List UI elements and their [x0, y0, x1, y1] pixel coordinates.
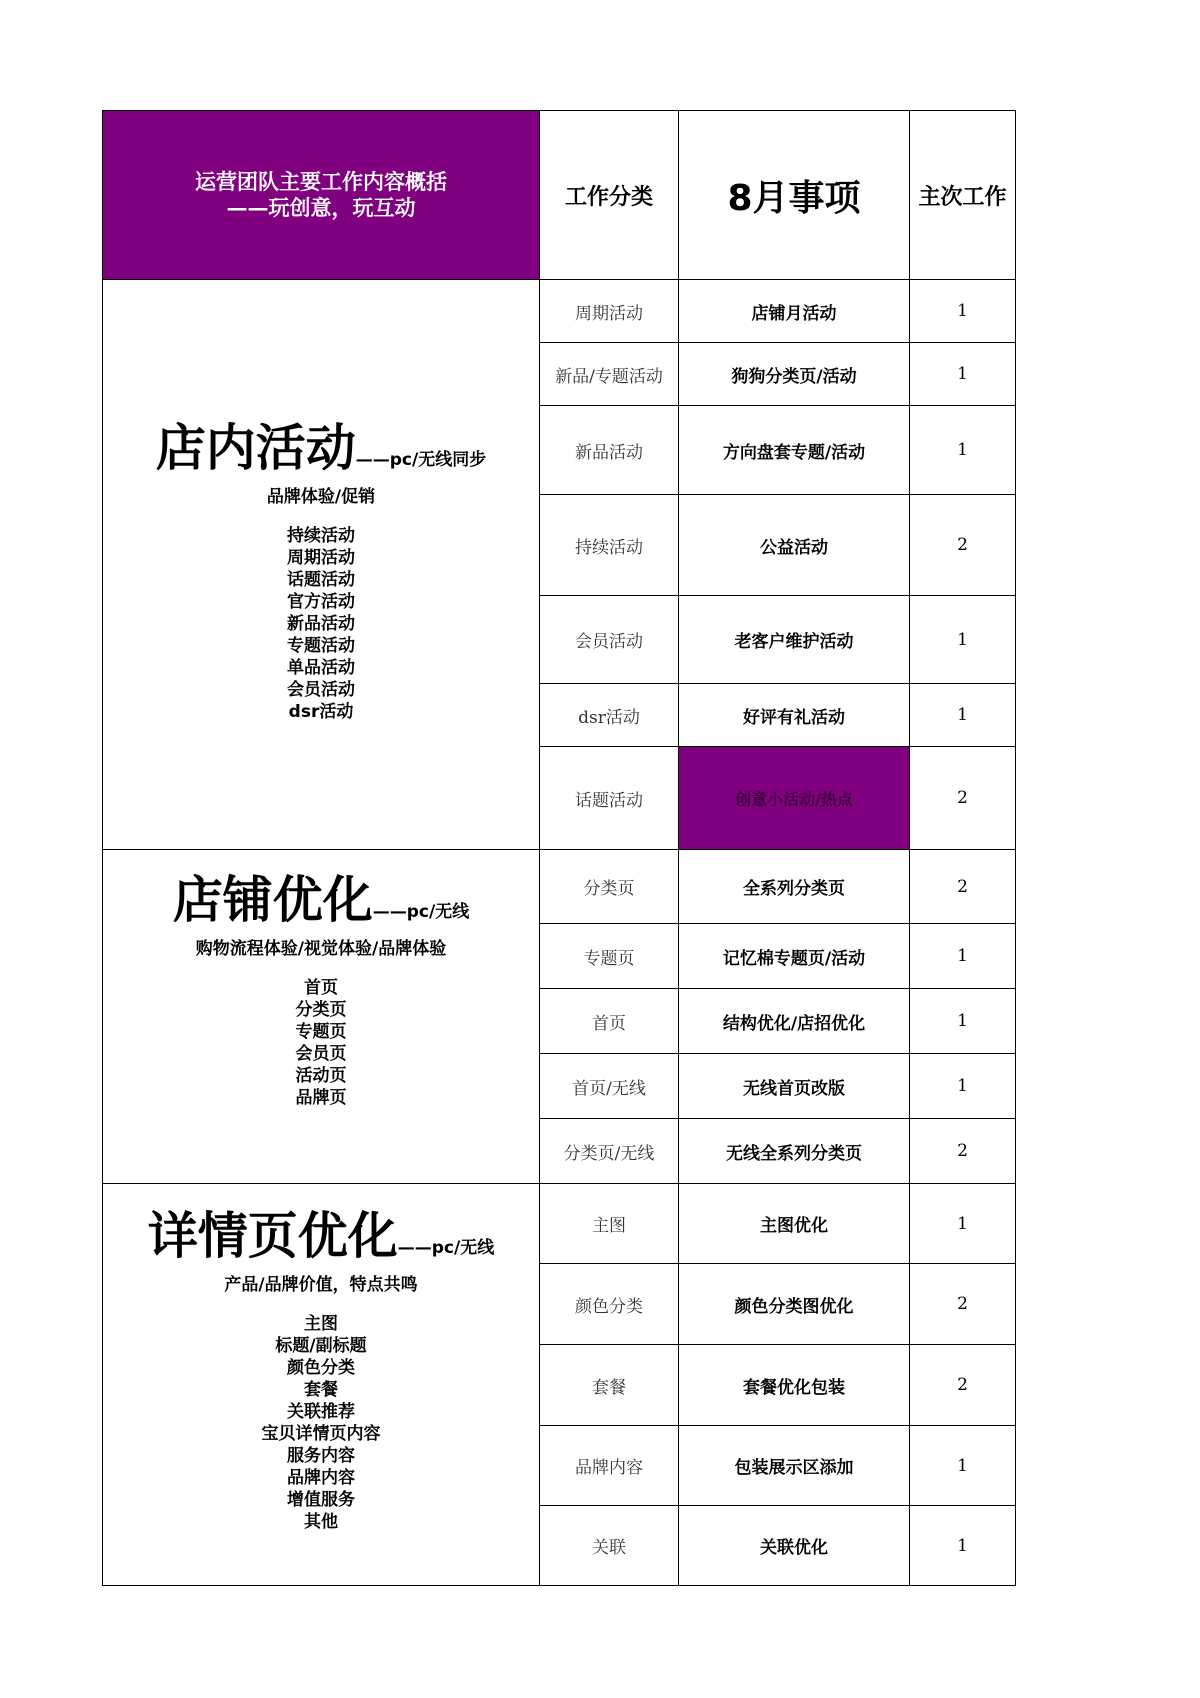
section-list [103, 977, 539, 1109]
category-cell: 套餐 [540, 1345, 679, 1426]
table-row [103, 850, 1016, 924]
section-list-item: 套餐 [304, 1380, 338, 1400]
item-cell: 狗狗分类页/活动 [679, 343, 910, 406]
section-list-item: dsr活动 [288, 702, 354, 722]
priority-cell: 2 [910, 850, 1016, 924]
priority-cell: 2 [910, 1264, 1016, 1345]
section-list-item: 话题活动 [287, 570, 355, 590]
section-list-item: 品牌页 [295, 1088, 347, 1108]
section-title: 详情页优化 [147, 1206, 398, 1265]
section-list [103, 525, 539, 723]
category-cell: 关联 [540, 1506, 679, 1586]
header-items: 8月事项 [679, 111, 910, 280]
item-cell: 包装展示区添加 [679, 1426, 910, 1506]
item-cell: 全系列分类页 [679, 850, 910, 924]
section-list-item: 服务内容 [287, 1446, 355, 1466]
section-list-item: 关联推荐 [287, 1402, 355, 1422]
header-title-cell [103, 111, 540, 280]
item-cell: 无线首页改版 [679, 1054, 910, 1119]
item-cell: 记忆棉专题页/活动 [679, 924, 910, 989]
section-list-item: 官方活动 [287, 592, 355, 612]
work-overview-table [102, 110, 1016, 1586]
table-row [103, 1184, 1016, 1264]
section-title: 店铺优化 [172, 870, 373, 929]
item-cell: 老客户维护活动 [679, 596, 910, 684]
priority-cell: 1 [910, 596, 1016, 684]
category-cell: 专题页 [540, 924, 679, 989]
priority-cell: 1 [910, 989, 1016, 1054]
section-list-item: 周期活动 [287, 548, 355, 568]
section-subtitle: 购物流程体验/视觉体验/品牌体验 [195, 939, 447, 959]
section-cell [103, 1184, 540, 1586]
item-cell-highlighted: 创意小活动/热点 [679, 747, 910, 850]
category-cell: dsr活动 [540, 684, 679, 747]
category-cell: 新品/专题活动 [540, 343, 679, 406]
priority-cell: 1 [910, 924, 1016, 989]
section-list-item: 会员活动 [287, 680, 355, 700]
section-list-item: 增值服务 [287, 1490, 355, 1510]
table-row [103, 280, 1016, 343]
header-priority: 主次工作 [910, 111, 1016, 280]
priority-cell: 1 [910, 1184, 1016, 1264]
section-list-item: 宝贝详情页内容 [261, 1424, 381, 1444]
category-cell: 分类页 [540, 850, 679, 924]
item-cell: 公益活动 [679, 495, 910, 596]
category-cell: 颜色分类 [540, 1264, 679, 1345]
section-subtitle: 产品/品牌价值，特点共鸣 [224, 1275, 418, 1295]
priority-cell: 1 [910, 406, 1016, 495]
category-cell: 周期活动 [540, 280, 679, 343]
priority-cell: 1 [910, 1054, 1016, 1119]
section-list-item: 颜色分类 [287, 1358, 355, 1378]
item-cell: 方向盘套专题/活动 [679, 406, 910, 495]
section-suffix: ——pc/无线同步 [355, 450, 487, 470]
header-title-line2: ——玩创意，玩互动 [226, 195, 416, 220]
item-cell: 颜色分类图优化 [679, 1264, 910, 1345]
priority-cell: 2 [910, 1119, 1016, 1184]
category-cell: 会员活动 [540, 596, 679, 684]
section-list-item: 主图 [304, 1314, 338, 1334]
section-title: 店内活动 [155, 418, 356, 477]
section-list-item: 会员页 [295, 1044, 347, 1064]
section-list [103, 1313, 539, 1533]
section-list-item: 专题活动 [287, 636, 355, 656]
section-list-item: 首页 [304, 978, 338, 998]
section-list-item: 标题/副标题 [275, 1336, 367, 1356]
section-cell [103, 850, 540, 1184]
category-cell: 品牌内容 [540, 1426, 679, 1506]
category-cell: 话题活动 [540, 747, 679, 850]
item-cell: 套餐优化包装 [679, 1345, 910, 1426]
priority-cell: 2 [910, 747, 1016, 850]
category-cell: 首页 [540, 989, 679, 1054]
item-cell: 好评有礼活动 [679, 684, 910, 747]
section-list-item: 单品活动 [287, 658, 355, 678]
section-subtitle: 品牌体验/促销 [266, 487, 376, 507]
priority-cell: 1 [910, 343, 1016, 406]
section-list-item: 专题页 [295, 1022, 347, 1042]
priority-cell: 2 [910, 495, 1016, 596]
section-list-item: 分类页 [295, 1000, 347, 1020]
item-cell: 店铺月活动 [679, 280, 910, 343]
priority-cell: 2 [910, 1345, 1016, 1426]
section-suffix: ——pc/无线 [372, 902, 470, 922]
section-list-item: 品牌内容 [287, 1468, 355, 1488]
item-cell: 关联优化 [679, 1506, 910, 1586]
category-cell: 持续活动 [540, 495, 679, 596]
header-row [103, 111, 1016, 280]
section-list-item: 其他 [304, 1512, 338, 1532]
section-list-item: 持续活动 [287, 526, 355, 546]
item-cell: 结构优化/店招优化 [679, 989, 910, 1054]
section-list-item: 活动页 [295, 1066, 347, 1086]
priority-cell: 1 [910, 684, 1016, 747]
category-cell: 首页/无线 [540, 1054, 679, 1119]
category-cell: 新品活动 [540, 406, 679, 495]
header-category: 工作分类 [540, 111, 679, 280]
category-cell: 分类页/无线 [540, 1119, 679, 1184]
section-suffix: ——pc/无线 [397, 1238, 495, 1258]
priority-cell: 1 [910, 280, 1016, 343]
item-cell: 无线全系列分类页 [679, 1119, 910, 1184]
priority-cell: 1 [910, 1506, 1016, 1586]
section-cell [103, 280, 540, 850]
priority-cell: 1 [910, 1426, 1016, 1506]
section-list-item: 新品活动 [287, 614, 355, 634]
item-cell: 主图优化 [679, 1184, 910, 1264]
category-cell: 主图 [540, 1184, 679, 1264]
header-title-line1: 运营团队主要工作内容概括 [195, 169, 447, 194]
